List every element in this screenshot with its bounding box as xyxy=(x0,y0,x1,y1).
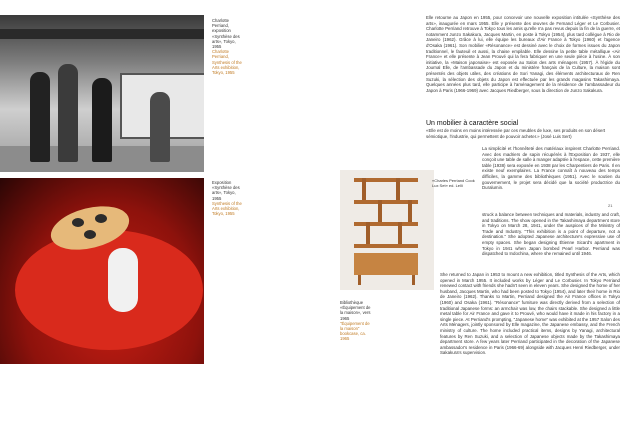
caption-top xyxy=(212,18,246,75)
plate xyxy=(95,214,107,223)
bookcase-photo xyxy=(340,170,434,290)
shelf-board xyxy=(354,222,418,226)
section-quote: «Elle est de moins en moins intéressée par ces meubles de luxe, ses produits en son désert sémiotique, l'industrie, qui permettent de pouvoir acheter.» (José Luis Sert) xyxy=(426,128,606,139)
section-heading: Un mobilier à caractère social xyxy=(426,120,519,127)
visitor-figure xyxy=(30,72,50,162)
visitor-figure xyxy=(92,78,112,162)
caption-top-en: Charlotte Perriand, Synthesis of the Arts exhibition, Tokyo, 1955 xyxy=(212,49,242,76)
caption-shelf-en: "Équipement de la maison" bookcase, ca. 1965 xyxy=(340,320,370,342)
shelf-upright xyxy=(398,222,402,244)
caption-mid-fr: Exposition «Synthèse des arts», Tokyo, 1955 xyxy=(212,180,240,201)
caption-shelf xyxy=(340,300,374,342)
plate xyxy=(84,230,96,239)
shelf-upright xyxy=(396,178,400,200)
caption-shelf-fr: Bibliothèque «Équipement de la maison», vers 1965 xyxy=(340,300,371,321)
shelf-upright xyxy=(366,222,370,244)
base-cabinet xyxy=(354,253,418,275)
cabinet-leg xyxy=(412,275,415,285)
exhibition-photo-bw xyxy=(0,15,204,172)
ceiling-beam xyxy=(0,29,204,39)
seated-woman xyxy=(108,248,138,312)
cabinet-leg xyxy=(358,275,361,285)
shelf-board xyxy=(354,244,418,248)
shelf-upright xyxy=(408,200,412,222)
side-caption: «Charles Perriand Cook Lux Set» ed. Lelli xyxy=(432,178,475,188)
french-paragraph-1: Elle retourne au Japon en 1955, pour concevoir une nouvelle exposition intitulée «Synthèse des arts», inaugurée en mars 1955. Elle y présente des œuvres de Fernand Léger et Le Corbusier. Charlotte Perriand retrouve à Tokyo tous les amis qu'elle n'a pas revus depuis la fin de la guerre, et notamment Junzo Sakakura, Jacques Martin, en poste à Tokyo (1954), plus tard collègue à Rio de Janeiro (1962). Grâce à lui, elle équipe les bureaux d'Air France à Tokyo (1960) et l'agence d'Osaka (1961). Son mobilier «Résonance» est dessiné avec le choix de formes issues du Japon traditionnel, le fauteuil et aussi, la chaise empilable. Elle dessine la petite table métallique «Air France» et elle présente à Jean Prouvé qui la fera fabriquer en une seule pièce à l'usine. À son initiative, la «Maison japonaise» est exposée au Salon des arts ménagers (1957). À l'égide du Journal Elle, de l'ambassade du Japon et du ministère français de la Culture, la maison sont présentés des objets utiles, des créations de Sori Yanagi, des éléments architecturaux de Ren Suzuki, la sélection des objets du Japon est effectuée par les grands magasins Takashimaya. Quelques années plus tard, elle participe à l'aménagement de la résidence de l'ambassadeur du Japon à Paris (1966-1969) avec Jacques Riedberger, sous la direction de Junzo Sakakura. xyxy=(426,15,620,93)
shelf-upright xyxy=(378,200,382,222)
english-paragraph-1: struck a balance between techniques and materials, industry and craft, and traditions. The show opened in the Takashimaya department store in Tokyo on March 28, 1941, under the auspices of the Ministry of Trade and Industry. "This exhibition is a point of departure, not a destination." She adopted Japanese architecture's expressive use of empty spaces. She began designing Étienne Sicard's apartment in Tokyo in 1941 when Japan bombed Pearl Harbor. Perriand was dispatched to Indochina, where she remained until 1946. xyxy=(482,212,620,257)
page-number: 21 xyxy=(608,203,613,208)
visitor-figure xyxy=(58,64,78,162)
shelf-upright xyxy=(362,178,366,200)
visitor-figure xyxy=(150,92,170,162)
caption-mid-en: Synthesis of the Arts exhibition, Tokyo, 1955 xyxy=(212,200,242,217)
caption-mid xyxy=(212,180,246,216)
caption-top-fr: Charlotte Perriand, exposition «Synthèse des arts», Tokyo, 1955 xyxy=(212,18,240,50)
english-paragraph-2: She returned to Japan in 1953 to mount a new exhibition, titled Synthesis of the Arts, which opened in March 1955. It included works by Léger and Le Corbusier. In Tokyo Perriand renewed contact with friends she hadn't seen in eleven years. She designed the home of her husband, Jacques Martin, who had been posted to Tokyo (1954), and later their home in Rio de Janeiro (1962). Thanks to Martin, Perriand designed the Air France offices in Tokyo (1960) and Osaka (1961). "Résonance" furniture was directly derived from a selection of traditional Japanese forms: an armchair was low, the chairs stackable. She designed a little metal table for Air France and gave it to Prouvé, who would have it made in his factory in a single piece. At Perriand's prompting, "Japanese home" was exhibited at the 1957 Salon des Arts Ménagers, jointly sponsored by Elle magazine, the Japanese embassy, and the French ministry of culture. The home included practical items, designs by Yanagi, architectural features by Ren Suzuki, and a selection of Japanese objects made by the Takashimaya department store. A few years later Perriand participated in the decoration of the Japanese ambassador's residence in Paris (1966-69) alongside with Jacques Henri Riedberger, under Sakakura's supervision. xyxy=(440,272,620,356)
plate xyxy=(72,218,84,227)
exhibition-photo-color xyxy=(0,178,204,364)
french-paragraph-2: La simplicité et l'honnêteté des matériaux inspirent Charlotte Perriand. Avec des madriers de sapin récupérés à l'Exposition de 1937, elle conçoit une table de salle à manger adaptée à l'espace, cette première table (1938) sera exposée en 1938 par les Charpentiers de Paris. Il en existe neuf exemplaires. La France connaît à nouveau des temps difficiles, la gamme des bibliothèques (1951). Avec le soutien du gouvernement, le projet sera décidé que la société productrice du Duralumin. xyxy=(482,146,620,190)
